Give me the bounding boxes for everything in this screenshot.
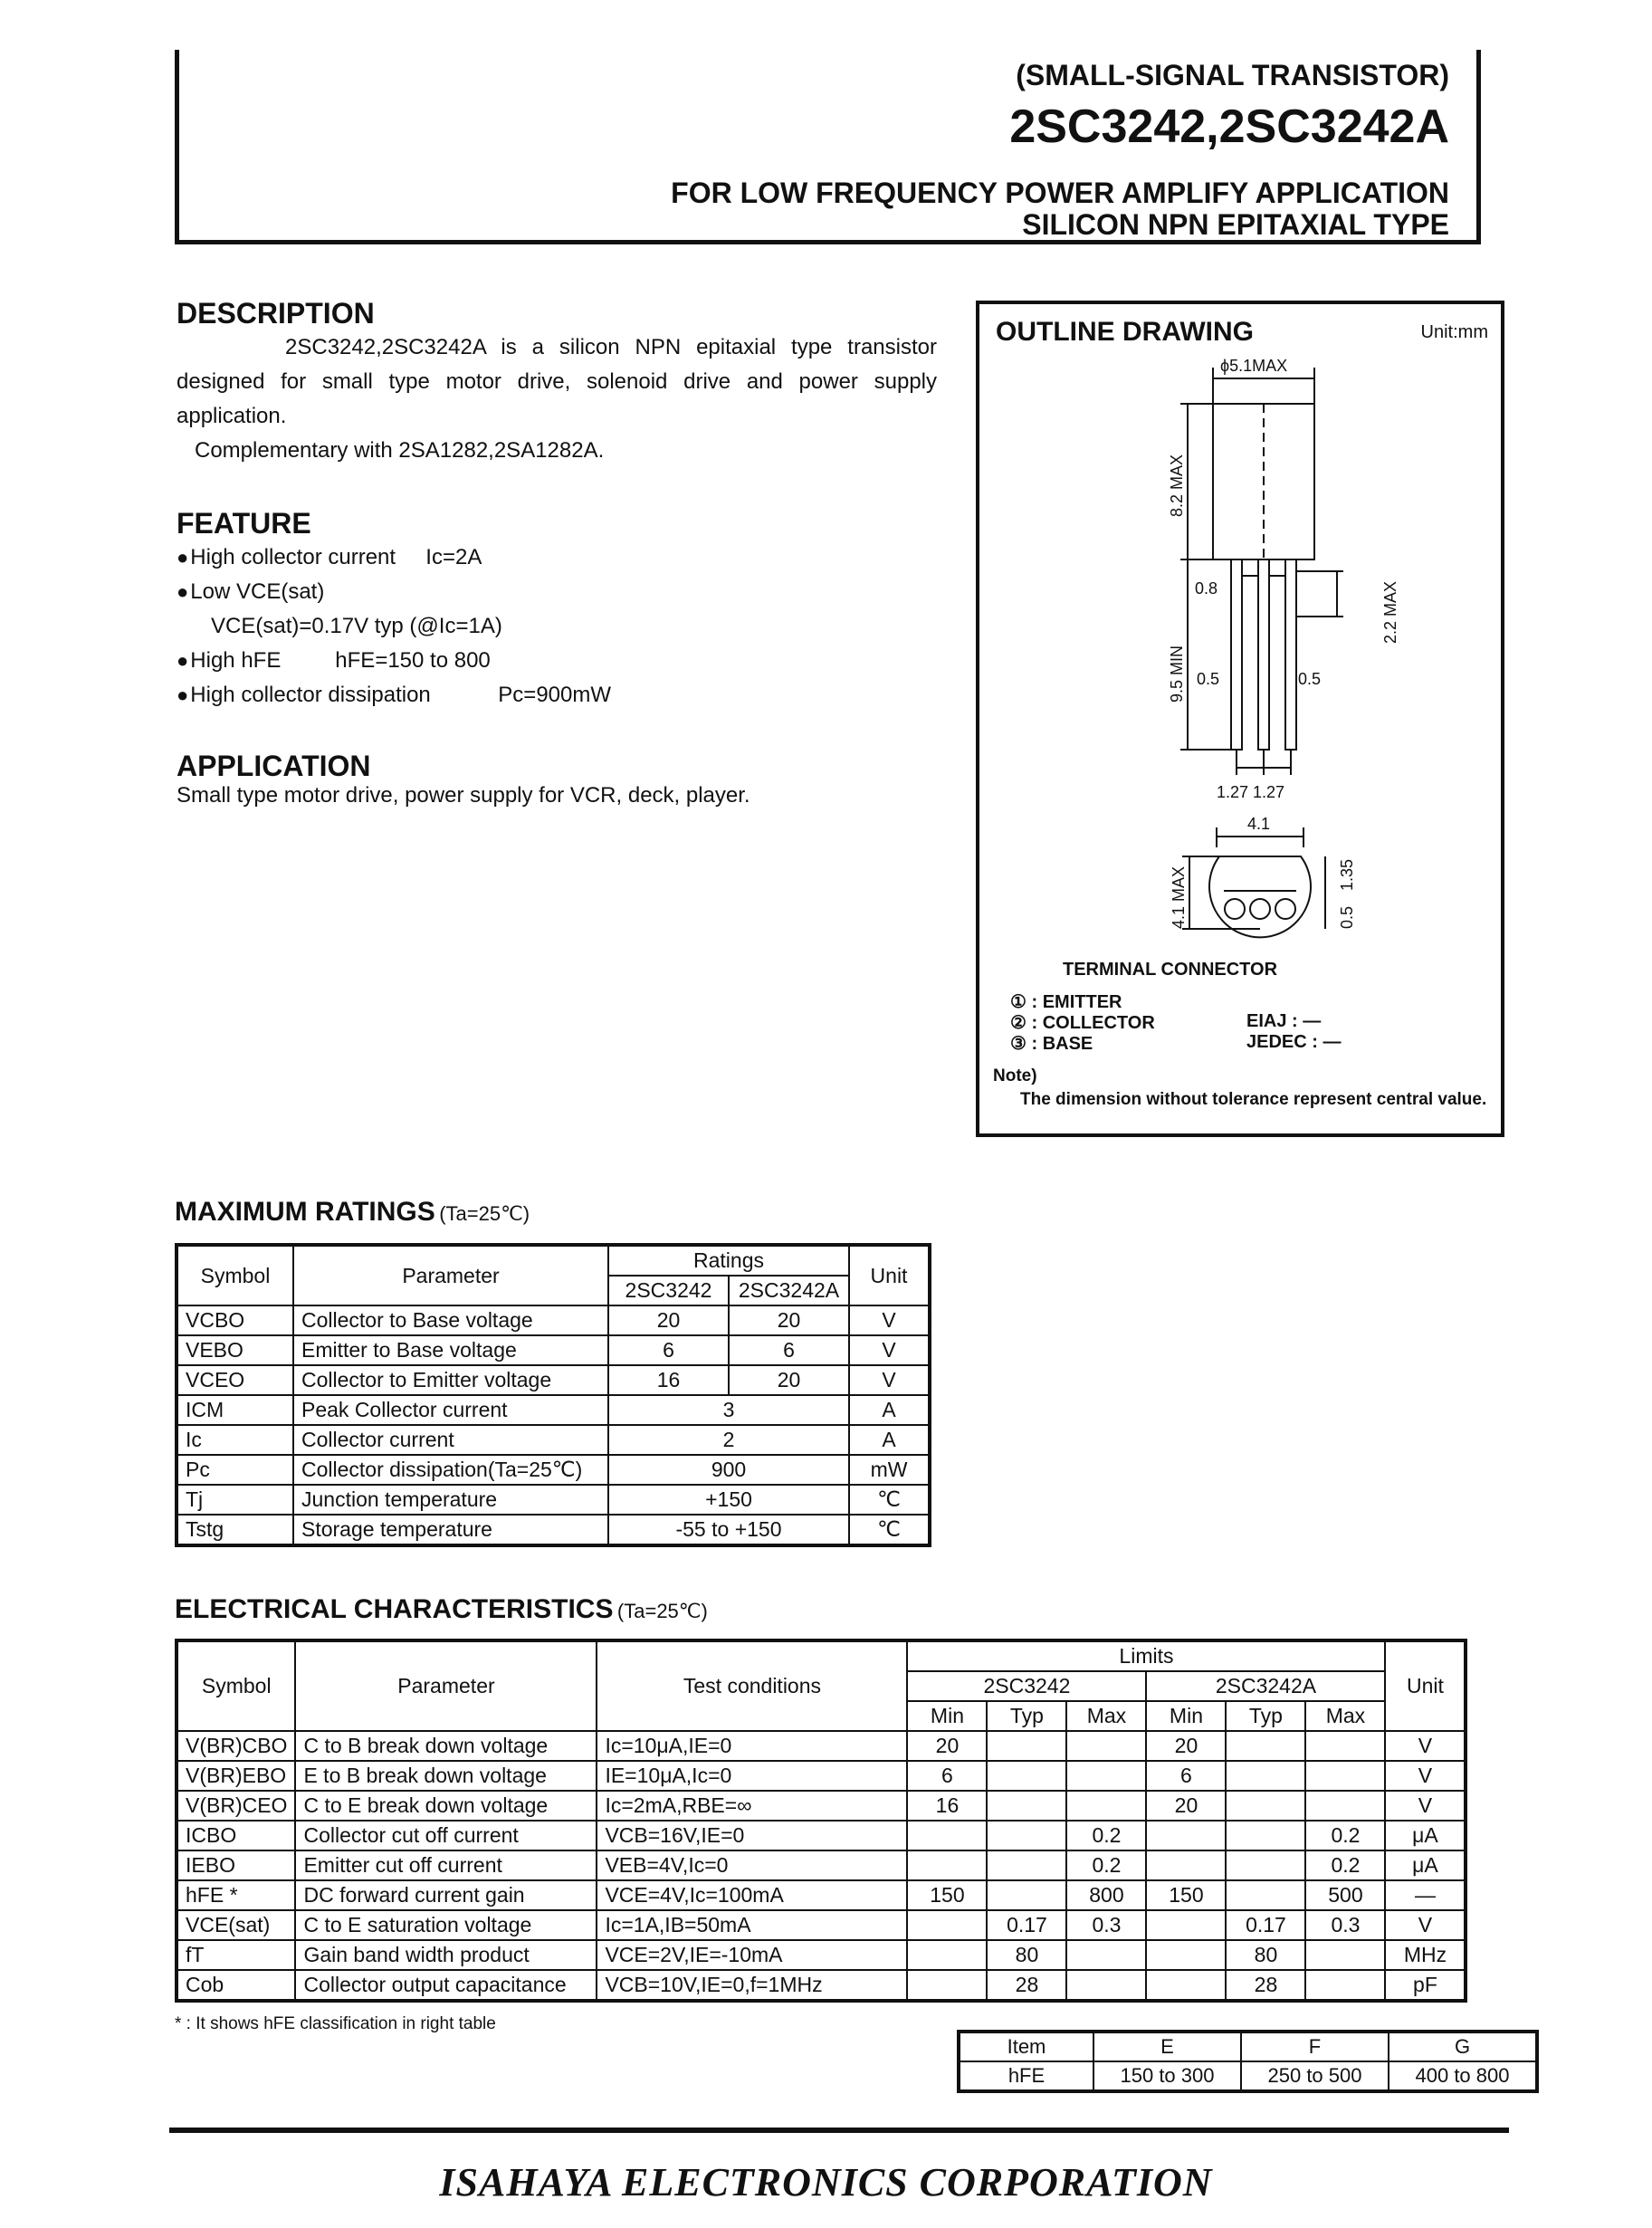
test-cell: VCE=2V,IE=-10mA	[597, 1940, 907, 1970]
rating-cell: 2	[608, 1425, 849, 1455]
terminal-emitter: ① : EMITTER	[1010, 992, 1122, 1012]
dim-lead-w2: 0.5	[1298, 670, 1322, 688]
limit-cell	[907, 1940, 987, 1970]
parameter-cell: Peak Collector current	[293, 1395, 608, 1425]
feature-value: Ic=2A	[425, 545, 482, 569]
terminal-collector: ② : COLLECTOR	[1010, 1013, 1155, 1033]
header-max: Max	[1305, 1701, 1385, 1731]
limit-cell	[987, 1791, 1066, 1821]
symbol-cell: V(BR)CEO	[177, 1791, 295, 1821]
hfe-class-name: G	[1389, 2032, 1537, 2061]
symbol-cell: hFE *	[177, 1880, 295, 1910]
parameter-cell: Collector dissipation(Ta=25℃)	[293, 1455, 608, 1485]
parameter-cell: Collector current	[293, 1425, 608, 1455]
unit-cell: —	[1385, 1880, 1466, 1910]
unit-cell: μA	[1385, 1821, 1466, 1850]
rating-a-cell: 6	[608, 1335, 729, 1365]
table-row	[177, 1970, 1466, 2001]
parameter-cell: DC forward current gain	[295, 1880, 597, 1910]
parameter-cell: Junction temperature	[293, 1485, 608, 1515]
table-row	[177, 1395, 930, 1425]
table-row	[177, 1335, 930, 1365]
test-cell: Ic=2mA,RBE=∞	[597, 1791, 907, 1821]
header-min: Min	[1146, 1701, 1226, 1731]
limit-cell	[1305, 1791, 1385, 1821]
unit-cell: A	[849, 1425, 930, 1455]
limit-cell	[1305, 1761, 1385, 1791]
unit-cell: V	[849, 1335, 930, 1365]
rating-cell: -55 to +150	[608, 1515, 849, 1545]
limit-cell	[1066, 1761, 1146, 1791]
hfe-class-range: 250 to 500	[1241, 2061, 1389, 2091]
feature-item	[177, 575, 937, 609]
parameter-cell: Gain band width product	[295, 1940, 597, 1970]
header-col-a: 2SC3242	[907, 1671, 1146, 1701]
limit-cell: 20	[907, 1731, 987, 1761]
parameter-cell: Collector cut off current	[295, 1821, 597, 1850]
symbol-cell: Cob	[177, 1970, 295, 2001]
symbol-cell: VEBO	[177, 1335, 293, 1365]
unit-cell: MHz	[1385, 1940, 1466, 1970]
table-row	[177, 1515, 930, 1545]
limit-cell: 80	[1226, 1940, 1305, 1970]
unit-cell: A	[849, 1395, 930, 1425]
limit-cell	[987, 1880, 1066, 1910]
limit-cell: 500	[1305, 1880, 1385, 1910]
header-typ: Typ	[987, 1701, 1066, 1731]
header-symbol: Symbol	[177, 1245, 293, 1305]
feature-value: hFE=150 to 800	[335, 648, 491, 673]
table-row	[177, 1940, 1466, 1970]
parameter-cell: Collector to Emitter voltage	[293, 1365, 608, 1395]
unit-cell: V	[849, 1365, 930, 1395]
header-parameter: Parameter	[295, 1640, 597, 1731]
parameter-cell: Emitter to Base voltage	[293, 1335, 608, 1365]
limit-cell: 0.2	[1305, 1821, 1385, 1850]
limit-cell	[1146, 1821, 1226, 1850]
limit-cell	[1066, 1940, 1146, 1970]
dim-lead-w1: 0.5	[1197, 670, 1220, 688]
limit-cell	[1226, 1731, 1305, 1761]
max-ratings-table	[175, 1243, 931, 1547]
footer-rule	[169, 2128, 1509, 2133]
symbol-cell: IEBO	[177, 1850, 295, 1880]
feature-item	[177, 644, 937, 678]
symbol-cell: Ic	[177, 1425, 293, 1455]
dim-flat2: 0.5	[1338, 905, 1356, 929]
limit-cell	[1226, 1850, 1305, 1880]
limit-cell: 28	[1226, 1970, 1305, 2001]
unit-cell: mW	[849, 1455, 930, 1485]
unit-cell: μA	[1385, 1850, 1466, 1880]
feature-value: VCE(sat)=0.17V typ (@Ic=1A)	[211, 614, 502, 638]
hfe-note: * : It shows hFE classification in right table	[175, 2014, 496, 2033]
max-ratings-heading: MAXIMUM RATINGS	[175, 1197, 435, 1227]
dim-bottom-height: 4.1 MAX	[1170, 865, 1188, 929]
rating-b-cell: 20	[729, 1305, 849, 1335]
terminal-title: TERMINAL CONNECTOR	[1063, 960, 1278, 980]
unit-cell: ℃	[849, 1515, 930, 1545]
header-col-b: 2SC3242A	[729, 1276, 849, 1305]
test-cell: IE=10μA,Ic=0	[597, 1761, 907, 1791]
outline-drawing-box	[976, 301, 1504, 1137]
limit-cell: 150	[1146, 1880, 1226, 1910]
test-cell: Ic=1A,IB=50mA	[597, 1910, 907, 1940]
table-row	[177, 1910, 1466, 1940]
parameter-cell: Emitter cut off current	[295, 1850, 597, 1880]
header-col-a: 2SC3242	[608, 1276, 729, 1305]
description-section	[177, 297, 937, 468]
test-cell: VCB=16V,IE=0	[597, 1821, 907, 1850]
symbol-cell: VCE(sat)	[177, 1910, 295, 1940]
limit-cell: 0.17	[987, 1910, 1066, 1940]
limit-cell: 0.2	[1305, 1850, 1385, 1880]
feature-title: FEATURE	[177, 507, 311, 540]
terminal-base: ③ : BASE	[1010, 1034, 1093, 1054]
limit-cell: 0.3	[1066, 1910, 1146, 1940]
limit-cell: 150	[907, 1880, 987, 1910]
symbol-cell: Tj	[177, 1485, 293, 1515]
symbol-cell: VCBO	[177, 1305, 293, 1335]
limit-cell	[1146, 1910, 1226, 1940]
description-title: DESCRIPTION	[177, 297, 375, 330]
parameter-cell: E to B break down voltage	[295, 1761, 597, 1791]
rating-b-cell: 20	[729, 1365, 849, 1395]
bullet-icon: ●	[177, 580, 189, 603]
electrical-table	[175, 1639, 1467, 2003]
header-col-b: 2SC3242A	[1146, 1671, 1385, 1701]
limit-cell	[1146, 1940, 1226, 1970]
table-row	[177, 1425, 930, 1455]
limit-cell: 0.17	[1226, 1910, 1305, 1940]
table-row	[177, 1761, 1466, 1791]
rating-a-cell: 16	[608, 1365, 729, 1395]
header-unit: Unit	[849, 1245, 930, 1305]
unit-cell: ℃	[849, 1485, 930, 1515]
table-row	[177, 1455, 930, 1485]
feature-item	[177, 678, 937, 712]
limit-cell: 0.2	[1066, 1850, 1146, 1880]
table-row	[177, 1485, 930, 1515]
feature-item	[177, 540, 937, 575]
hfe-label: hFE	[959, 2061, 1093, 2091]
electrical-condition: (Ta=25℃)	[616, 1600, 708, 1622]
dim-bottom-width: 4.1	[1247, 815, 1271, 833]
limit-cell: 20	[1146, 1731, 1226, 1761]
rating-b-cell: 6	[729, 1335, 849, 1365]
unit-cell: pF	[1385, 1970, 1466, 2001]
symbol-cell: fT	[177, 1940, 295, 1970]
symbol-cell: V(BR)EBO	[177, 1761, 295, 1791]
table-row	[177, 1731, 1466, 1761]
limit-cell	[1066, 1731, 1146, 1761]
part-number-title: 2SC3242,2SC3242A	[1009, 100, 1449, 153]
unit-cell: V	[849, 1305, 930, 1335]
header-symbol: Symbol	[177, 1640, 295, 1731]
feature-label: High collector dissipation	[190, 683, 431, 707]
table-row	[177, 1880, 1466, 1910]
test-cell: VEB=4V,Ic=0	[597, 1850, 907, 1880]
rating-cell: +150	[608, 1485, 849, 1515]
table-row	[177, 1305, 930, 1335]
category-label: (SMALL-SIGNAL TRANSISTOR)	[1016, 59, 1449, 91]
bullet-icon: ●	[177, 684, 189, 706]
dim-pitch: 1.27 1.27	[1217, 783, 1285, 801]
header-min: Min	[907, 1701, 987, 1731]
test-cell: VCB=10V,IE=0,f=1MHz	[597, 1970, 907, 2001]
symbol-cell: ICM	[177, 1395, 293, 1425]
bullet-icon: ●	[177, 649, 189, 672]
feature-value: Pc=900mW	[498, 683, 612, 707]
limit-cell	[907, 1910, 987, 1940]
parameter-cell: Collector output capacitance	[295, 1970, 597, 2001]
company-name: ISAHAYA ELECTRONICS CORPORATION	[439, 2160, 1213, 2204]
max-ratings-condition: (Ta=25℃)	[439, 1202, 530, 1225]
note-label: Note)	[993, 1066, 1037, 1085]
unit-cell: V	[1385, 1910, 1466, 1940]
parameter-cell: Storage temperature	[293, 1515, 608, 1545]
feature-label: High collector current	[190, 545, 396, 569]
eiaj-label: EIAJ : —	[1246, 1011, 1322, 1031]
unit-cell: V	[1385, 1731, 1466, 1761]
limit-cell	[1146, 1850, 1226, 1880]
limit-cell: 16	[907, 1791, 987, 1821]
table-row	[177, 1850, 1466, 1880]
outline-title: OUTLINE DRAWING	[996, 317, 1254, 347]
dim-bend: 2.2 MAX	[1381, 580, 1399, 644]
symbol-cell: Tstg	[177, 1515, 293, 1545]
rating-cell: 3	[608, 1395, 849, 1425]
parameter-cell: Collector to Base voltage	[293, 1305, 608, 1335]
header-max: Max	[1066, 1701, 1146, 1731]
symbol-cell: V(BR)CBO	[177, 1731, 295, 1761]
complementary-text: Complementary with 2SA1282,2SA1282A.	[195, 438, 605, 463]
header-test: Test conditions	[597, 1640, 907, 1731]
parameter-cell: C to E saturation voltage	[295, 1910, 597, 1940]
symbol-cell: ICBO	[177, 1821, 295, 1850]
unit-label: Unit:mm	[1420, 322, 1488, 342]
type-line: SILICON NPN EPITAXIAL TYPE	[1022, 208, 1449, 241]
parameter-cell: C to E break down voltage	[295, 1791, 597, 1821]
table-row	[177, 1791, 1466, 1821]
dim-lead-length: 9.5 MIN	[1168, 645, 1186, 703]
description-text: 2SC3242,2SC3242A is a silicon NPN epitaxial type transistor designed for small type motor drive, solenoid drive and power supply application.	[177, 335, 937, 428]
limit-cell: 6	[1146, 1761, 1226, 1791]
limit-cell	[987, 1850, 1066, 1880]
hfe-item-label: Item	[959, 2032, 1093, 2061]
dim-flat1: 1.35	[1338, 858, 1356, 891]
parameter-cell: C to B break down voltage	[295, 1731, 597, 1761]
limit-cell	[1226, 1821, 1305, 1850]
electrical-heading: ELECTRICAL CHARACTERISTICS	[175, 1594, 614, 1624]
jedec-label: JEDEC : —	[1246, 1032, 1342, 1052]
rating-cell: 900	[608, 1455, 849, 1485]
header-ratings: Ratings	[608, 1245, 849, 1276]
bullet-icon: ●	[177, 546, 189, 569]
feature-label: High hFE	[190, 648, 282, 673]
electrical-title	[175, 1594, 708, 1625]
hfe-class-range: 400 to 800	[1389, 2061, 1537, 2091]
limit-cell: 28	[987, 1970, 1066, 2001]
application-title: APPLICATION	[177, 750, 371, 782]
application-text: Small type motor drive, power supply for VCR, deck, player.	[177, 783, 750, 808]
limit-cell: 0.2	[1066, 1821, 1146, 1850]
limit-cell	[907, 1970, 987, 2001]
table-row	[177, 1365, 930, 1395]
header-limits: Limits	[907, 1640, 1385, 1671]
test-cell: VCE=4V,Ic=100mA	[597, 1880, 907, 1910]
limit-cell	[987, 1821, 1066, 1850]
header-box	[175, 50, 1481, 244]
hfe-class-range: 150 to 300	[1093, 2061, 1241, 2091]
hfe-class-name: F	[1241, 2032, 1389, 2061]
limit-cell	[1305, 1731, 1385, 1761]
max-ratings-title	[175, 1197, 530, 1228]
limit-cell	[1305, 1940, 1385, 1970]
unit-cell: V	[1385, 1791, 1466, 1821]
limit-cell: 0.3	[1305, 1910, 1385, 1940]
table-row	[177, 1821, 1466, 1850]
rating-a-cell: 20	[608, 1305, 729, 1335]
symbol-cell: VCEO	[177, 1365, 293, 1395]
limit-cell	[1226, 1880, 1305, 1910]
hfe-class-name: E	[1093, 2032, 1241, 2061]
unit-cell: V	[1385, 1761, 1466, 1791]
limit-cell: 800	[1066, 1880, 1146, 1910]
limit-cell: 20	[1146, 1791, 1226, 1821]
hfe-classification-table	[957, 2030, 1539, 2093]
feature-label: Low VCE(sat)	[190, 579, 325, 604]
header-unit: Unit	[1385, 1640, 1466, 1731]
note-text: The dimension without tolerance represent central value.	[1020, 1090, 1487, 1109]
limit-cell	[987, 1761, 1066, 1791]
limit-cell	[1226, 1761, 1305, 1791]
feature-section	[177, 507, 937, 712]
symbol-cell: Pc	[177, 1455, 293, 1485]
limit-cell	[907, 1850, 987, 1880]
header-typ: Typ	[1226, 1701, 1305, 1731]
limit-cell	[1226, 1791, 1305, 1821]
limit-cell	[1146, 1970, 1226, 2001]
limit-cell	[1066, 1791, 1146, 1821]
limit-cell	[1305, 1970, 1385, 2001]
application-section	[177, 750, 937, 808]
application-line: FOR LOW FREQUENCY POWER AMPLIFY APPLICATION	[671, 177, 1449, 209]
limit-cell	[907, 1821, 987, 1850]
dim-body-height: 8.2 MAX	[1168, 454, 1186, 517]
limit-cell	[987, 1731, 1066, 1761]
test-cell: Ic=10μA,IE=0	[597, 1731, 907, 1761]
header-parameter: Parameter	[293, 1245, 608, 1305]
dim-width: ϕ5.1MAX	[1220, 357, 1288, 375]
feature-item	[177, 609, 937, 644]
dim-lead-spacing: 0.8	[1195, 579, 1218, 598]
limit-cell: 6	[907, 1761, 987, 1791]
limit-cell	[1066, 1970, 1146, 2001]
limit-cell: 80	[987, 1940, 1066, 1970]
